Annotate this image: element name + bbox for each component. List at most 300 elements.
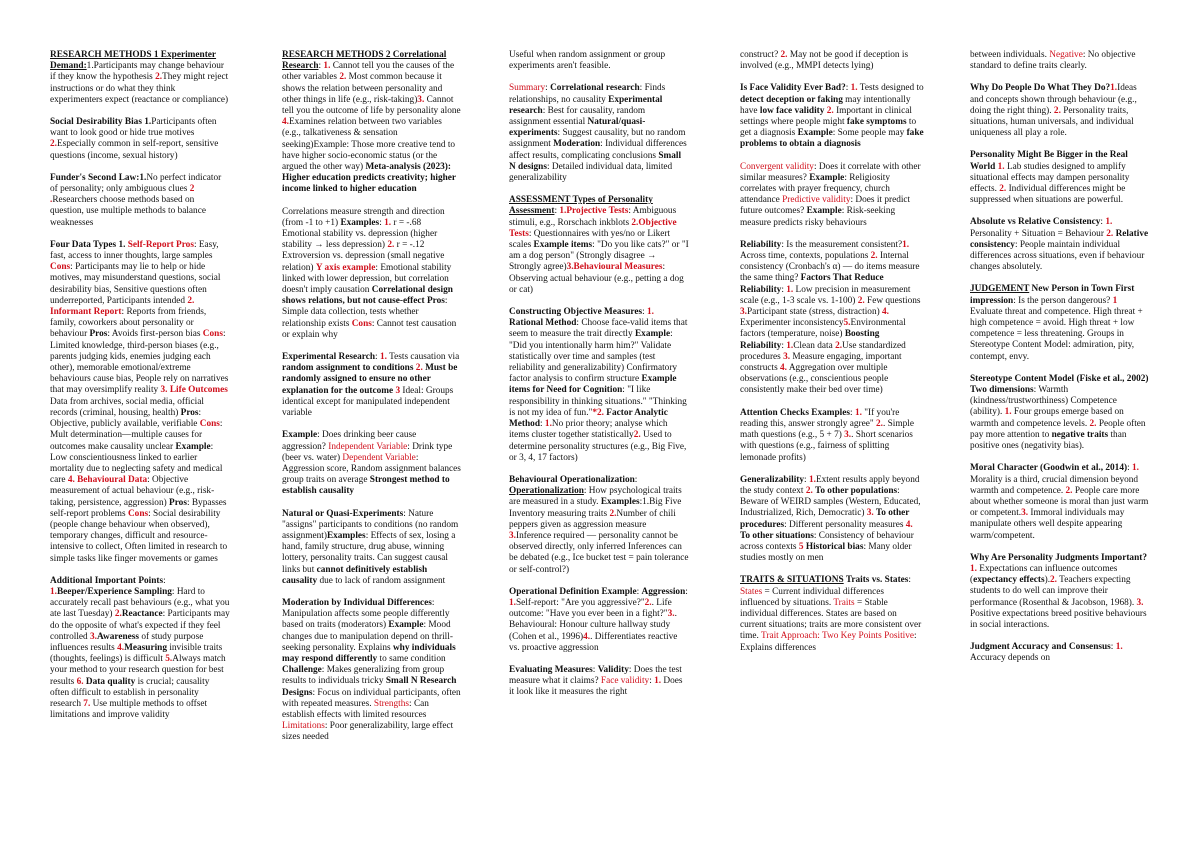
- text-run: : Reports from friends, family, coworkers about personality or behaviour: [50, 307, 207, 340]
- text-run: : Social desirability (people change behaviour when observed), temporary changes, difficult and resource-intensive to collect, Often limited in research to simple tasks like finger movements or games: [50, 508, 228, 564]
- text-run: 2.: [826, 105, 834, 116]
- text-run: : Mult determination—multiple causes for outcomes make causality unclear: [50, 419, 223, 452]
- text-run: to get a diagnosis: [740, 117, 917, 139]
- text-run: States: [740, 586, 763, 597]
- col2-block: [282, 430, 462, 497]
- text-run: 1.: [646, 307, 654, 318]
- col1-block: [50, 576, 230, 722]
- text-run: Aggression: [641, 586, 686, 597]
- text-run: 2.: [155, 72, 163, 83]
- text-run: : Low conscientiousness linked to earlier mortality due to neglecting safety and medical care: [50, 441, 223, 486]
- text-run: Cannot tell you the causes of the other variables: [282, 61, 455, 83]
- text-run: : Participants may do the opposite of what's expected if they feel controlled: [50, 609, 230, 642]
- text-run: 2.: [633, 430, 641, 441]
- text-run: Behavioural Operationalization: [509, 474, 635, 485]
- text-run: Moderation by Individual Differences: [282, 597, 432, 608]
- text-run: 2.: [870, 251, 878, 262]
- text-run: 1.: [509, 597, 516, 608]
- text-run: 3.: [740, 307, 747, 318]
- text-run: Tests causation via: [386, 352, 460, 363]
- col2-block: [282, 509, 462, 587]
- text-run: : Cannot test causation or explain why: [282, 318, 457, 340]
- text-run: TRAITS & SITUATIONS: [740, 575, 844, 586]
- text-run: cannot definitively establish causality: [282, 564, 428, 586]
- text-run: 4.: [780, 363, 788, 374]
- text-run: 2 .: [50, 184, 195, 206]
- text-run: r = -.12 Extroversion vs. depression (small negative relation): [282, 240, 445, 273]
- text-run: Immoral individuals may manipulate others well despite appearing warm/competent.: [970, 508, 1125, 541]
- text-run: Additional Important Points: [50, 575, 164, 586]
- text-run: Correlational design shows relations, but not cause-effect: [282, 285, 453, 307]
- text-run: : "Do you like cats?" or "I am a dog person" (Strongly disagree → Strongly agree): [509, 240, 689, 273]
- text-run: to same condition: [377, 653, 446, 664]
- text-run: No prior theory; analyse which items cluster together statistically: [509, 419, 668, 441]
- text-run: 2.: [1106, 228, 1114, 239]
- text-run: Experimental Research: [282, 352, 376, 363]
- text-run: 3. Life Outcomes: [160, 385, 228, 396]
- text-run: : Does the test measure what it claims?: [509, 664, 682, 687]
- text-run: 1: [1112, 295, 1118, 306]
- text-run: random assignment to conditions: [282, 363, 414, 374]
- text-run: : Does it predict future outcomes?: [740, 195, 911, 217]
- text-run: 2.: [1065, 485, 1073, 496]
- text-run: :: [1127, 463, 1132, 474]
- text-run: Cons: [199, 419, 220, 430]
- col2-block: [282, 207, 462, 341]
- text-run: Experimental research: [509, 94, 663, 116]
- text-run: :: [1100, 217, 1106, 228]
- text-run: : Different personality measures: [784, 519, 906, 530]
- text-run: Why Do People Do What They Do?: [970, 83, 1111, 94]
- text-run: Use standardized procedures: [740, 340, 906, 362]
- text-run: low face validity: [759, 105, 825, 116]
- text-run: Summary: [509, 83, 546, 94]
- text-run: Participants often want to look good or hide true motives: [50, 117, 217, 139]
- text-run: :: [642, 307, 647, 318]
- text-run: 4.: [882, 307, 889, 318]
- col5-block: [970, 284, 1150, 362]
- text-run: Personality traits, situations, human universals, and individual uniqueness all play a role.: [970, 105, 1134, 139]
- text-run: 2.: [835, 340, 843, 351]
- text-run: 3.: [667, 609, 675, 620]
- text-run: invisible traits (thoughts, feelings) is difficult: [50, 642, 223, 665]
- text-run: 1.: [1115, 642, 1123, 653]
- text-run: Y axis example: [315, 262, 376, 273]
- text-run: 2.: [875, 418, 883, 429]
- text-run: :: [554, 206, 560, 217]
- text-run: fake symptoms: [846, 117, 907, 128]
- text-run: 2.: [1053, 105, 1061, 116]
- text-run: : Effects of sex, losing a hand, family structure, drug abuse, winning lottery, personality traits. Can suggest causal links but: [282, 530, 456, 575]
- text-run: 2. Informant Report: [50, 295, 195, 318]
- text-run: Especially common in self-report, sensitive questions (income, sexual history): [50, 139, 219, 161]
- text-run: : People maintain individual differences across situations, even if behaviour changes absolutely.: [970, 239, 1145, 273]
- text-run: : Risk-seeking measure predicts risky behaviours: [740, 206, 896, 228]
- col3-block: [509, 475, 689, 576]
- col4-block: [740, 575, 924, 653]
- text-run: Cons: [351, 318, 372, 329]
- text-run: : How psychological traits are measured in a study.: [509, 486, 682, 508]
- text-run: Small N designs: [509, 150, 682, 172]
- col1-block: [50, 173, 230, 229]
- text-run: Convergent validity: [740, 161, 814, 172]
- text-run: Is Face Validity Ever Bad?: [740, 83, 846, 94]
- text-run: Social Desirability Bias 1.: [50, 117, 152, 128]
- col2-block: [282, 598, 462, 744]
- text-run: : Suggest causality, but no random assignment: [509, 128, 686, 150]
- text-run: Constructing Objective Measures: [509, 307, 643, 318]
- text-run: :: [845, 83, 851, 94]
- text-run: JUDGEMENT: [970, 284, 1030, 295]
- text-run: 1.: [902, 239, 910, 250]
- col4-block: [740, 83, 924, 150]
- text-run: : Ambiguous stimuli, e.g., Rorschach inkblots: [509, 206, 677, 228]
- col4-block: [740, 162, 924, 229]
- text-run: Example items for Need for Cognition: [509, 374, 677, 396]
- text-run: : Consistency of behaviour across contexts: [740, 530, 914, 552]
- column-5: [970, 50, 1150, 676]
- text-run: Aggregation over multiple observations (e.g., conscientious people consistently make their bed over time): [740, 363, 889, 396]
- text-run: between individuals.: [970, 50, 1050, 60]
- text-run: Cons: [202, 329, 223, 340]
- text-run: negative traits: [1051, 429, 1109, 440]
- text-run: Researchers choose methods based on question, use multiple methods to balance weaknesses: [50, 195, 206, 228]
- col5-block: [970, 642, 1150, 664]
- text-run: : Hard to accurately recall past behaviours (e.g., what you ate last Tuesday): [50, 586, 230, 620]
- col3-block: [509, 307, 689, 464]
- text-run: : Participants may lie to help or hide motives, may misunderstand questions, social desirability bias, Sensitive questions often underreported, Participants intended: [50, 262, 221, 306]
- text-run: :: [379, 217, 385, 228]
- text-run: = Current individual differences influenced by situations.: [740, 586, 884, 608]
- text-run: 3.: [783, 351, 791, 362]
- col3-block: [509, 50, 689, 72]
- text-run: Environmental factors (temperature, noise): [740, 318, 906, 340]
- text-run: Correlations measure strength and direction (from -1 to +1): [282, 206, 445, 228]
- text-run: :: [850, 407, 855, 418]
- text-run: Trait Approach: Two Key Points Positive: [761, 631, 915, 642]
- text-run: 4.: [583, 631, 591, 642]
- text-run: Personality + Situation = Behaviour: [970, 228, 1107, 239]
- text-run: . Differentiates reactive vs. proactive aggression: [509, 631, 678, 653]
- text-run: : Mood changes due to manipulation depend on thrill-seeking personality. Explains: [282, 620, 453, 653]
- text-run: :: [545, 83, 551, 94]
- col5-block: [970, 150, 1150, 206]
- text-run: Strongest method to establish causality: [282, 475, 450, 497]
- text-run: Inference required — personality cannot be observed directly, only inferred Inferences can be debated (e.g., Ice bucket test = pain tolerance or self-control?): [509, 530, 689, 575]
- col3-block: [509, 665, 689, 699]
- text-run: 7.: [83, 698, 91, 709]
- text-run: Cannot tell you the outcome of life by personality alone: [282, 94, 461, 117]
- text-run: : Is the measurement consistent?: [781, 239, 903, 250]
- text-run: Four groups emerge based on warmth and competence levels.: [970, 407, 1124, 429]
- text-run: 1.: [786, 340, 794, 351]
- text-run: 3.: [1136, 597, 1144, 608]
- text-run: Operationalization: [509, 486, 584, 497]
- text-run: Important in clinical settings where people might: [740, 105, 912, 128]
- text-run: Examines relation between two variables (e.g., talkativeness & sensation seeking)Example: Those more creative tend to have higher socio-economic status (or the argued the other way): [282, 117, 456, 173]
- text-run: : Some people may: [832, 128, 907, 139]
- text-run: : Warmth (kindness/trustworthiness) Competence (ability).: [970, 385, 1117, 418]
- text-run: 1.Participants may change behaviour if they know the hypothesis: [50, 61, 225, 83]
- text-run: :: [540, 419, 545, 430]
- text-run: fake problems to obtain a diagnosis: [740, 128, 924, 150]
- text-run: Correlational research: [550, 83, 640, 94]
- text-run: Evaluate threat and competence. High threat + high competence = avoid. High threat + low competence = less threatening. Groups in Stereotype Content Model: admiration, pity, contempt, envy.: [970, 306, 1143, 362]
- text-run: 3: [395, 385, 401, 396]
- text-run: 2.: [780, 50, 788, 60]
- text-run: Predictive validity: [782, 195, 851, 206]
- text-run: 3.Behavioural Measures: [566, 262, 663, 273]
- text-run: 1.: [1105, 217, 1113, 228]
- col1-block: [50, 117, 230, 162]
- text-run: Always match your method to your research question for best results: [50, 654, 226, 687]
- text-run: Tests designed to: [857, 83, 924, 94]
- text-run: : Individual differences affect results, complicating conclusions: [509, 139, 687, 161]
- text-run: : Simple data collection, tests whether relationship exists: [282, 296, 448, 329]
- text-run: 1.: [1132, 463, 1139, 474]
- text-run: :1.Big Five Inventory measuring traits: [509, 497, 682, 519]
- text-run: Independent Variable: [328, 441, 408, 452]
- text-run: than positive ones (negativity bias).: [970, 429, 1127, 452]
- text-run: Useful when random assignment or group experiments aren't feasible.: [509, 50, 666, 72]
- text-run: : Many older studies mostly on men: [740, 541, 912, 564]
- text-run: Examples: [340, 217, 380, 228]
- col5-block: [970, 83, 1150, 139]
- text-run: : Questionnaires with yes/no or Likert scales: [509, 228, 671, 251]
- text-run: : Aggression score, Random assignment balances group traits on average: [282, 452, 461, 486]
- text-run: : Observing actual behaviour (e.g., petting a dog or cat): [509, 262, 684, 295]
- text-run: 1.: [654, 676, 662, 687]
- text-run: Positive expectations breed positive behaviours in social interactions.: [970, 608, 1147, 630]
- text-run: Data quality: [83, 676, 136, 687]
- text-run: : Choose face-valid items that seem to measure the trait directly: [509, 318, 688, 340]
- text-run: 3.: [866, 508, 874, 519]
- text-run: Example: [809, 172, 845, 183]
- text-run: 1.: [384, 217, 392, 228]
- text-run: Example: [282, 430, 318, 441]
- text-run: Traits: [833, 597, 855, 608]
- text-run: : Makes generalizing from group results to individuals tricky: [282, 665, 445, 687]
- text-run: Experimenter inconsistency: [740, 318, 844, 329]
- text-run: 2.Objective Tests: [509, 217, 677, 239]
- text-run: 1.: [970, 563, 977, 574]
- text-run: Rational Method: [509, 318, 577, 329]
- text-run: Teachers expecting students to do well can improve their performance (Rosenthal & Jacobson, 1968).: [970, 575, 1137, 608]
- text-run: :: [163, 575, 166, 586]
- text-run: is crucial; causality often difficult to establish in personality research: [50, 676, 210, 709]
- col1-block: [50, 50, 230, 106]
- text-run: No perfect indicator of personality; only ambiguous clues: [50, 172, 222, 195]
- text-run: Ideas and concepts shown through behaviour (e.g., doing the right thing).: [970, 83, 1137, 116]
- text-run: Boosting Reliability: [740, 329, 880, 351]
- text-run: Moral Character (Goodwin et al., 2014): [970, 463, 1128, 474]
- text-run: ASSESSMENT Types of Personality Assessment: [509, 195, 653, 217]
- col5-block: [970, 217, 1150, 273]
- col4-block: [740, 50, 924, 72]
- text-run: Most common because it shows the relation between personality and other things in life (e.g., risk-taking): [282, 72, 443, 105]
- text-run: 1.: [323, 61, 331, 72]
- text-run: Pros: [89, 329, 108, 340]
- text-run: : Focus on individual participants, often with repeated measures.: [282, 687, 461, 709]
- col2-block: [282, 352, 462, 419]
- text-run: Cons: [127, 508, 149, 519]
- text-run: Attention Checks Examples: [740, 407, 851, 418]
- col3-block: [509, 587, 689, 654]
- text-run: People often pay more attention to: [970, 418, 1146, 440]
- text-run: :: [634, 474, 638, 485]
- text-run: Beeper/Experience Sampling: [56, 586, 172, 597]
- text-run: 1.: [997, 161, 1005, 172]
- column-4: [740, 50, 924, 665]
- text-run: 4. Behavioural Data: [67, 475, 148, 486]
- text-run: Evaluating Measures: [509, 664, 593, 675]
- text-run: 1.Projective Tests: [559, 206, 629, 217]
- text-run: 4.: [282, 117, 289, 128]
- text-run: : No objective standard to define traits clearly.: [970, 50, 1136, 72]
- text-run: Must be randomly assigned to ensure no other explanation for the outcome: [282, 363, 458, 396]
- text-run: They might reject instructions or do what they think experimenters expect (reactance or compliance): [50, 72, 229, 105]
- col5-block: [970, 553, 1150, 631]
- text-run: :: [318, 61, 324, 72]
- text-run: ).: [1044, 575, 1051, 586]
- text-run: : Emotional stability linked with lower depression, but correlation doesn't imply causation: [282, 262, 452, 296]
- text-run: . Behavioural: Honour culture hallway study (Cohen et al., 1996): [509, 609, 677, 642]
- text-run: :: [636, 586, 642, 597]
- text-run: Why Are Personality Judgments Important?: [970, 552, 1147, 563]
- text-run: Small N Research Designs: [282, 676, 457, 698]
- text-run: : Is the person dangerous?: [1013, 295, 1113, 306]
- text-run: :: [908, 575, 912, 586]
- text-run: Ideal: Groups identical except for manipulated independent variable: [282, 385, 454, 419]
- text-run: : Easy, fast, access to inner thoughts, large samples: [50, 239, 219, 262]
- text-run: Meta-analysis (2023): Higher education predicts creativity; higher income linked to higher education: [282, 162, 456, 195]
- text-run: 1.: [1004, 407, 1012, 418]
- text-run: :: [804, 474, 809, 485]
- text-run: Low precision in measurement scale (e.g., 1-3 scale vs. 1-100): [740, 284, 911, 306]
- text-run: Self-report: "Are you aggressive?": [515, 597, 645, 608]
- text-run: Dependent Variable: [342, 452, 416, 463]
- text-run: :: [649, 676, 655, 687]
- text-run: 2.: [644, 597, 652, 608]
- text-run: Use multiple methods to offset limitations and improve validity: [50, 698, 208, 721]
- text-run: Example items: [533, 240, 593, 251]
- text-run: 4.: [905, 519, 913, 530]
- text-run: : Best for causality, random assignment essential: [509, 105, 646, 128]
- text-run: *2.: [592, 407, 604, 418]
- text-run: : Limited knowledge, third-person biases (e.g., parents judging kids, enemies judging each other), memorable emotional/extreme behaviours cause bias, People rely on narratives that may oversimplify reality: [50, 329, 229, 396]
- text-run: construct?: [740, 50, 781, 60]
- text-run: 2.: [415, 363, 423, 374]
- text-run: detect deception or faking: [740, 94, 843, 105]
- text-run: due to lack of random assignment: [317, 575, 446, 586]
- text-run: 5.: [165, 654, 173, 665]
- text-run: : Manipulation affects some people differently based on traits (moderators): [282, 597, 450, 631]
- text-run: Operational Definition Example: [509, 586, 637, 597]
- text-run: Factor Analytic Method: [509, 407, 668, 430]
- text-run: : Explains differences: [740, 631, 917, 653]
- text-run: Natural/quasi-experiments: [509, 117, 646, 139]
- text-run: Few questions: [864, 295, 921, 306]
- text-run: : Does it correlate with other similar measures?: [740, 161, 921, 183]
- text-run: Across time, contexts, populations: [740, 251, 871, 262]
- text-run: 1.: [379, 352, 387, 363]
- col3-block: [509, 195, 689, 296]
- col5-block: [970, 463, 1150, 541]
- text-run: Individual differences might be suppressed when situations are powerful.: [970, 184, 1126, 206]
- text-run: . Simple math questions (e.g., 5 + 7): [740, 418, 914, 441]
- text-run: 5: [798, 541, 804, 552]
- text-run: Example: [806, 206, 842, 217]
- text-run: 6.: [76, 676, 84, 687]
- text-run: : Beware of WEIRD samples (Western, Educated, Industrialized, Rich, Democratic): [740, 485, 921, 519]
- text-run: Historical bias: [803, 541, 864, 552]
- text-run: : Drink type (beer vs. water): [282, 441, 453, 463]
- text-run: : Does drinking beer cause aggression?: [282, 430, 417, 452]
- text-run: Strengths: [373, 698, 410, 709]
- text-run: Internal consistency (Cronbach's α) — do items measure the same thing?: [740, 251, 920, 284]
- text-run: 2.: [609, 508, 617, 519]
- text-run: 1.: [1110, 83, 1118, 94]
- text-run: Participant state (stress, distraction): [746, 307, 883, 318]
- text-run: Measuring: [124, 642, 167, 653]
- text-run: Negative: [1049, 50, 1083, 60]
- text-run: 2.: [339, 72, 347, 83]
- column-3: [509, 50, 689, 710]
- text-run: Relative consistency: [970, 228, 1149, 250]
- text-run: Validity: [597, 664, 629, 675]
- text-run: = Stable individual differences. States are based on current situations; traits are more consistent over time.: [740, 597, 922, 642]
- text-run: Number of chili peppers given as aggression measure: [509, 508, 676, 530]
- text-run: Face validity: [600, 676, 650, 687]
- text-run: may intentionally have: [740, 94, 911, 116]
- text-run: :: [592, 664, 598, 675]
- text-run: Extent results apply beyond the study context: [740, 474, 920, 496]
- text-run: :: [781, 340, 787, 351]
- text-run: . Life outcome: "Have you ever been in a fight?": [509, 597, 672, 620]
- text-run: 3.: [417, 94, 425, 105]
- text-run: Personality Might Be Bigger in the Real World: [970, 150, 1128, 172]
- text-run: :: [685, 586, 688, 597]
- text-run: Morality is a third, crucial dimension beyond warmth and competence.: [970, 474, 1139, 496]
- text-run: Data from archives, social media, official records (criminal, housing, health): [50, 396, 204, 418]
- text-run: May not be good if deception is involved (e.g., MMPI detects lying): [740, 50, 909, 72]
- text-run: : Nature "assigns" participants to conditions (no random assignment): [282, 508, 459, 541]
- text-run: : Religiosity correlates with prayer frequency, church attendance: [740, 172, 891, 206]
- text-run: : Can establish effects with limited resources: [282, 698, 429, 720]
- text-run: 1.: [850, 83, 858, 94]
- col5-block: [970, 374, 1150, 452]
- text-run: : Objective, publicly available, verifiable: [50, 407, 202, 430]
- text-run: 1.: [544, 419, 552, 430]
- text-run: Example: [797, 128, 833, 139]
- text-run: To other populations: [812, 485, 898, 496]
- text-run: : Bypasses self-report problems: [50, 497, 227, 519]
- text-run: Accuracy depends on: [970, 653, 1051, 664]
- text-run: Example: [388, 620, 424, 631]
- text-run: Funder's Second Law:1.: [50, 172, 147, 183]
- text-run: 5.: [843, 318, 851, 329]
- text-run: 1.: [50, 586, 57, 597]
- column-1: [50, 50, 230, 732]
- text-run: Natural or Quasi-Experiments: [282, 508, 404, 519]
- text-run: Generalizability: [740, 474, 805, 485]
- text-run: : Avoids first-person bias: [107, 329, 203, 340]
- text-run: Cons: [50, 262, 71, 273]
- col4-block: [740, 240, 924, 397]
- text-run: : Objective measurement of actual behaviour (e.g., risk-taking, persistence, aggression): [50, 475, 215, 508]
- text-run: Example: [175, 441, 211, 452]
- text-run: 2.: [805, 485, 813, 496]
